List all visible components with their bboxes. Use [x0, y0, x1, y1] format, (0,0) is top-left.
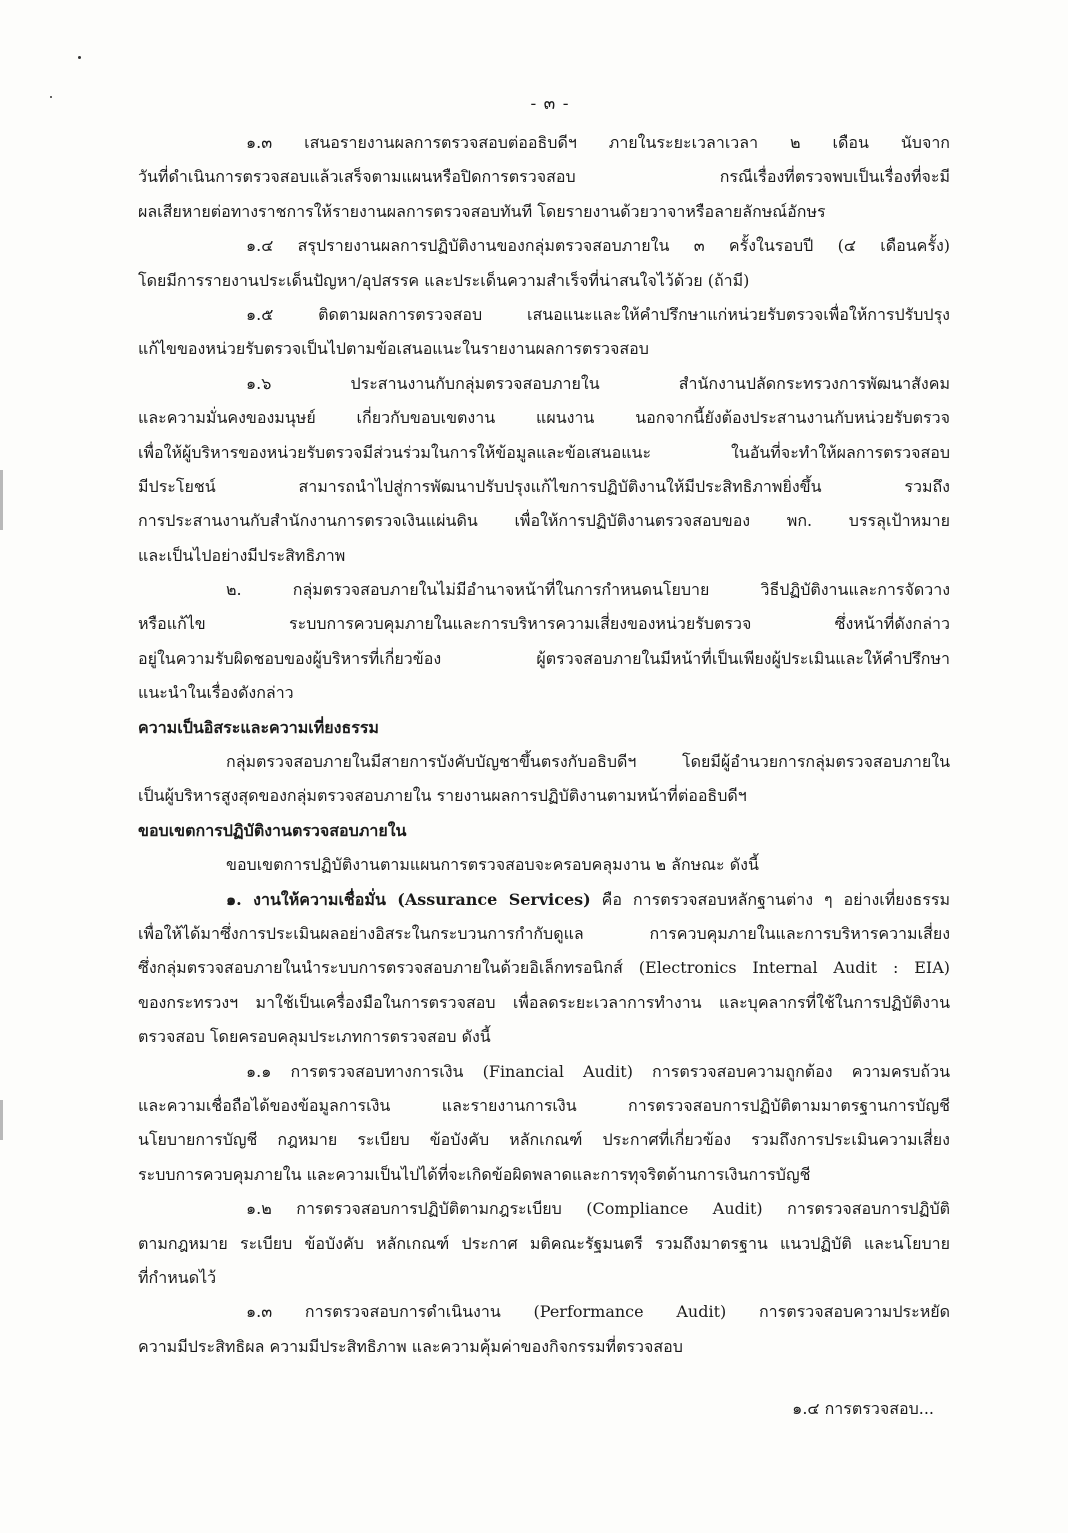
text-line: หรือแก้ไข ระบบการควบคุมภายในและการบริหารความเสี่ยงของหน่วยรับตรวจ ซึ่งหน้าที่ดังกล่าว	[138, 614, 950, 634]
text-line: เป็นผู้บริหารสูงสุดของกลุ่มตรวจสอบภายใน รายงานผลการปฏิบัติงานตามหน้าที่ต่ออธิบดีฯ	[138, 786, 747, 806]
text-line: ที่กำหนดไว้	[138, 1267, 217, 1287]
assurance-lead: ๑. งานให้ความเชื่อมั่น (Assurance Services)	[226, 889, 591, 909]
scan-edge-mark	[0, 1100, 3, 1140]
page-number: - ๓ -	[530, 94, 570, 114]
text-line: และเป็นไปอย่างมีประสิทธิภาพ	[138, 545, 346, 565]
text-line: ระบบการควบคุมภายใน และความเป็นไปได้ที่จะเกิดข้อผิดพลาดและการทุจริตด้านการเงินการบัญชี	[138, 1164, 811, 1184]
text-line: แก้ไขของหน่วยรับตรวจเป็นไปตามข้อเสนอแนะในรายงานผลการตรวจสอบ	[138, 339, 649, 359]
text-line: ความมีประสิทธิผล ความมีประสิทธิภาพ และความคุ้มค่าของกิจกรรมที่ตรวจสอบ	[138, 1336, 683, 1356]
text-line: กลุ่มตรวจสอบภายในมีสายการบังคับบัญชาขึ้นตรงกับอธิบดีฯ โดยมีผู้อำนวยการกลุ่มตรวจสอบภายใน	[226, 752, 950, 772]
paragraph-2	[138, 573, 950, 711]
paragraph-financial-audit	[138, 1055, 950, 1193]
section-heading-independence: ความเป็นอิสระและความเที่ยงธรรม	[138, 717, 379, 737]
text-line: ๑.๔ สรุปรายงานผลการปฏิบัติงานของกลุ่มตรวจสอบภายใน ๓ ครั้งในรอบปี (๔ เดือนครั้ง)	[246, 236, 950, 256]
text-line: ตามกฎหมาย ระเบียบ ข้อบังคับ หลักเกณฑ์ ประกาศ มติคณะรัฐมนตรี รวมถึงมาตรฐาน แนวปฏิบัติ และนโยบาย	[138, 1233, 950, 1253]
text-line: ๑.๓ เสนอรายงานผลการตรวจสอบต่ออธิบดีฯ ภายในระยะเวลาเวลา ๒ เดือน นับจาก	[246, 133, 950, 152]
continuation-note: ๑.๔ การตรวจสอบ...	[792, 1399, 934, 1418]
text-line: วันที่ดำเนินการตรวจสอบแล้วเสร็จตามแผนหรือปิดการตรวจสอบ กรณีเรื่องที่ตรวจพบเป็นเรื่องที่จะมี	[138, 167, 950, 187]
text-line: แนะนำในเรื่องดังกล่าว	[138, 683, 294, 703]
text-line: ตรวจสอบ โดยครอบคลุมประเภทการตรวจสอบ ดังนี้	[138, 1027, 491, 1047]
text-line: นโยบายการบัญชี กฎหมาย ระเบียบ ข้อบังคับ หลักเกณฑ์ ประกาศที่เกี่ยวข้อง รวมถึงการประเมินความเสี่ยง	[138, 1130, 950, 1150]
section-heading-scope: ขอบเขตการปฏิบัติงานตรวจสอบภายใน	[138, 820, 407, 840]
text-line: ผลเสียหายต่อทางราชการให้รายงานผลการตรวจสอบทันที โดยรายงานด้วยวาจาหรือลายลักษณ์อักษร	[138, 201, 826, 221]
paragraph-compliance-audit	[138, 1192, 950, 1295]
text-line: ๑.๑ การตรวจสอบทางการเงิน (Financial Audit) การตรวจสอบความถูกต้อง ความครบถ้วน	[246, 1061, 950, 1081]
text-line: เพื่อให้ผู้บริหารของหน่วยรับตรวจมีส่วนร่วมในการให้ข้อมูลและข้อเสนอแนะ ในอันที่จะทำให้ผลการตรวจสอบ	[138, 442, 950, 462]
text-line: ๑.๕ ติดตามผลการตรวจสอบ เสนอแนะและให้คำปรึกษาแก่หน่วยรับตรวจเพื่อให้การปรับปรุง	[246, 304, 950, 324]
text-line: ๑.๓ การตรวจสอบการดำเนินงาน (Performance Audit) การตรวจสอบความประหยัด	[246, 1302, 950, 1322]
text-line: ๒. กลุ่มตรวจสอบภายในไม่มีอำนาจหน้าที่ในการกำหนดนโยบาย วิธีปฏิบัติงานและการจัดวาง	[226, 580, 950, 600]
paragraph-independence	[138, 745, 950, 814]
assurance-lead-rest: คือ การตรวจสอบหลักฐานต่าง ๆ อย่างเที่ยงธรรม	[590, 889, 950, 909]
scan-speck	[78, 56, 81, 59]
paragraph-1-4	[138, 229, 950, 298]
paragraph-performance-audit	[138, 1295, 950, 1364]
paragraph-1-3	[138, 126, 950, 229]
text-line: เพื่อให้ได้มาซึ่งการประเมินผลอย่างอิสระในกระบวนการกำกับดูแล การควบคุมภายในและการบริหารความเสี่ยง	[138, 923, 950, 943]
text-line	[138, 883, 950, 917]
text-line: ๑.๖ ประสานงานกับกลุ่มตรวจสอบภายใน สำนักงานปลัดกระทรวงการพัฒนาสังคม	[246, 373, 950, 393]
text-line: และความเชื่อถือได้ของข้อมูลการเงิน และรายงานการเงิน การตรวจสอบการปฏิบัติตามมาตรฐานการบัญชี	[138, 1095, 950, 1115]
document-body	[138, 126, 950, 1364]
text-line: การประสานงานกับสำนักงานการตรวจเงินแผ่นดิน เพื่อให้การปฏิบัติงานตรวจสอบของ พก. บรรลุเป้าหมาย	[138, 511, 950, 531]
text-line: มีประโยชน์ สามารถนำไปสู่การพัฒนาปรับปรุงแก้ไขการปฏิบัติงานให้มีประสิทธิภาพยิ่งขึ้น รวมถึง	[138, 476, 950, 496]
text-line: ซึ่งกลุ่มตรวจสอบภายในนำระบบการตรวจสอบภายในด้วยอิเล็กทรอนิกส์ (Electronics Internal Audit : EIA)	[138, 958, 950, 978]
text-line: ขอบเขตการปฏิบัติงานตามแผนการตรวจสอบจะครอบคลุมงาน ๒ ลักษณะ ดังนี้	[226, 855, 759, 875]
text-line: ของกระทรวงฯ มาใช้เป็นเครื่องมือในการตรวจสอบ เพื่อลดระยะเวลาการทำงาน และบุคลากรที่ใช้ในการปฏิบัติงาน	[138, 992, 950, 1012]
scan-edge-mark	[0, 470, 3, 530]
text-line: โดยมีการรายงานประเด็นปัญหา/อุปสรรค และประเด็นความสำเร็จที่น่าสนใจไว้ด้วย (ถ้ามี)	[138, 270, 750, 290]
text-line: อยู่ในความรับผิดชอบของผู้บริหารที่เกี่ยวข้อง ผู้ตรวจสอบภายในมีหน้าที่เป็นเพียงผู้ประเมินและให้คำปรึกษา	[138, 648, 950, 668]
paragraph-1-6	[138, 367, 950, 573]
text-line: และความมั่นคงของมนุษย์ เกี่ยวกับขอบเขตงาน แผนงาน นอกจากนี้ยังต้องประสานงานกับหน่วยรับตรวจ	[138, 408, 950, 428]
text-line: ๑.๒ การตรวจสอบการปฏิบัติตามกฎระเบียบ (Compliance Audit) การตรวจสอบการปฏิบัติ	[246, 1199, 950, 1219]
paragraph-1-5	[138, 298, 950, 367]
paragraph-scope	[138, 848, 950, 882]
paragraph-assurance	[138, 883, 950, 1055]
